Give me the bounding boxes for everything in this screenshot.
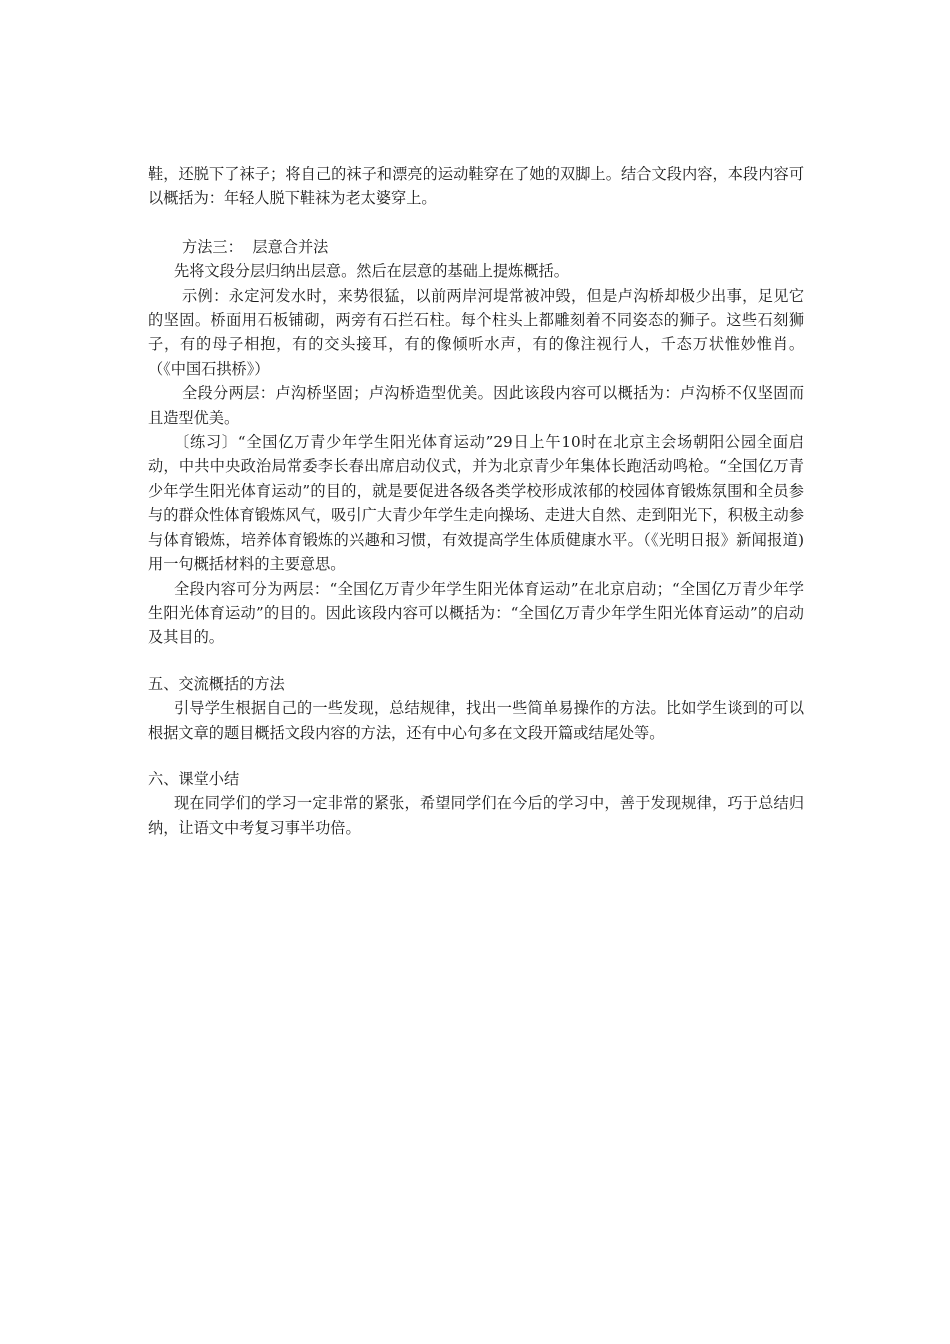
- section-six-body: 现在同学们的学习一定非常的紧张，希望同学们在今后的学习中，善于发现规律，巧于总结归纳，让语文中考复习事半功倍。: [148, 794, 804, 837]
- method-three-title: 方法三： 层意合并法: [182, 237, 329, 256]
- exercise-summary: 全段内容可分为两层：“全国亿万青少年学生阳光体育运动”在北京启动；“全国亿万青少年学生阳光体育运动”的目的。因此该段内容可以概括为：“全国亿万青少年学生阳光体育运动”的启动及其目的。: [148, 579, 804, 647]
- document-page: [148, 162, 814, 840]
- exercise-paragraph: 〔练习〕“全国亿万青少年学生阳光体育运动”29日上午10时在北京主会场朝阳公园全面启动，中共中央政治局常委李长春出席启动仪式，并为北京青少年集体长跑活动鸣枪。“全国亿万青少年学生阳光体育运动”的目的，就是要促进各级各类学校形成浓郁的校园体育锻炼氛围和全员参与的群众性体育锻炼风气，吸引广大青少年学生走向操场、走进大自然、走到阳光下，积极主动参与体育锻炼，培养体育锻炼的兴趣和习惯，有效提高学生体质健康水平。（《光明日报》新闻报道)用一句概括材料的主要意思。: [148, 433, 804, 574]
- method-three-description: 先将文段分层归纳出层意。然后在层意的基础上提炼概括。: [174, 262, 569, 281]
- spacer: [148, 650, 804, 672]
- section-six-heading: 六、课堂小结: [148, 769, 240, 788]
- paragraph-continuation: 鞋，还脱下了袜子；将自己的袜子和漂亮的运动鞋穿在了她的双脚上。结合文段内容，本段内容可以概括为：年轻人脱下鞋袜为老太婆穿上。: [148, 165, 804, 208]
- spacer: [148, 211, 804, 235]
- example-paragraph: 示例：永定河发水时，来势很猛，以前两岸河堤常被冲毁，但是卢沟桥却极少出事，足见它的坚固。桥面用石板铺砌，两旁有石拦石柱。每个柱头上都雕刻着不同姿态的狮子。这些石刻狮子，有的母子相抱，有的交头接耳，有的像倾听水声，有的像注视行人，千态万状惟妙惟肖。 （《中国石拱桥》）: [148, 286, 814, 378]
- example-summary: 全段分两层：卢沟桥坚固；卢沟桥造型优美。因此该段内容可以概括为：卢沟桥不仅坚固而且造型优美。: [148, 384, 804, 427]
- section-five-heading: 五、交流概括的方法: [148, 674, 285, 693]
- spacer: [148, 745, 804, 767]
- section-five-body: 引导学生根据自己的一些发现，总结规律，找出一些简单易操作的方法。比如学生谈到的可以根据文章的题目概括文段内容的方法，还有中心句多在文段开篇或结尾处等。: [148, 699, 804, 742]
